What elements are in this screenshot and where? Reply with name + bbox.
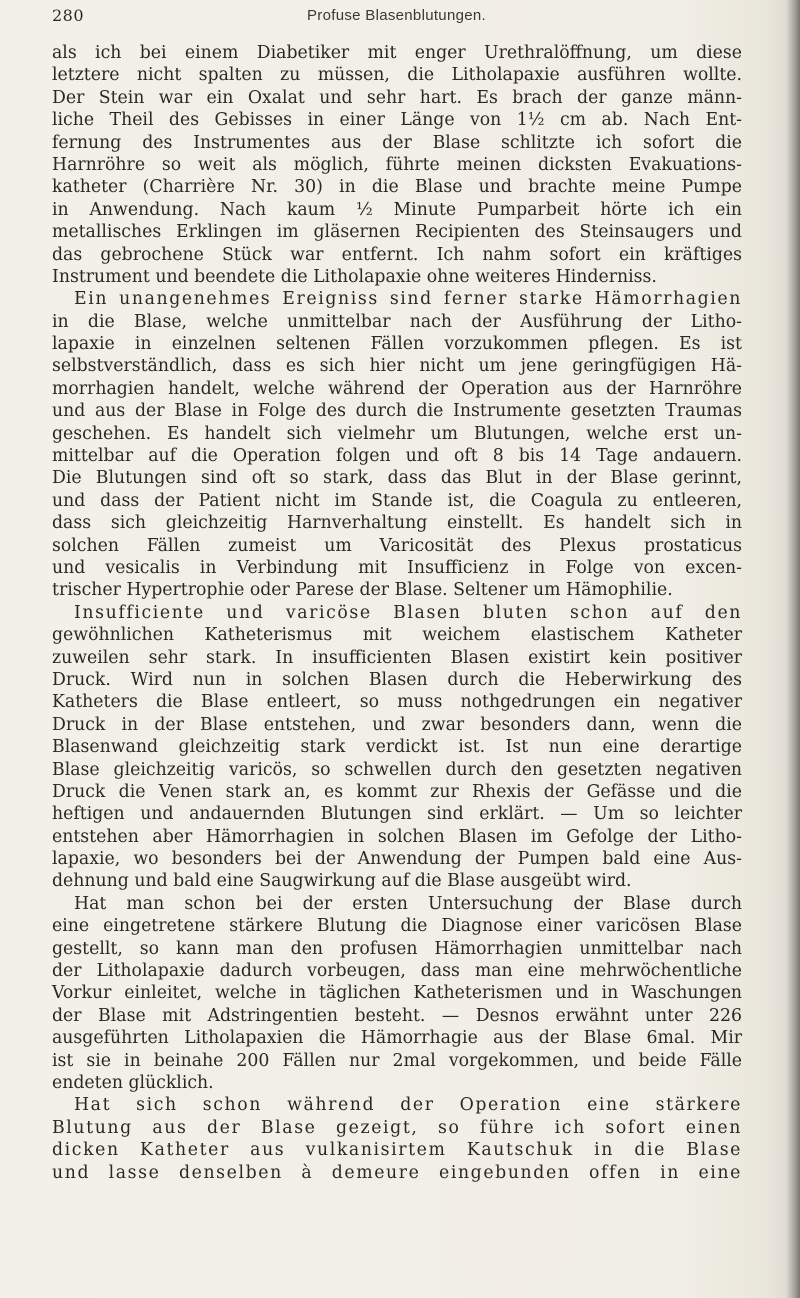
text-line: liche Theil des Gebisses in einer Länge von 1½ cm ab. Nach Ent- bbox=[52, 110, 742, 131]
text-line: entstehen aber Hämorrhagien in solchen Blasen im Gefolge der Litho- bbox=[52, 826, 742, 847]
text-line: lapaxie, wo besonders bei der Anwendung der Pumpen bald eine Aus- bbox=[52, 849, 742, 870]
text-line: das gebrochene Stück war entfernt. Ich nahm sofort ein kräftiges bbox=[52, 244, 742, 265]
text-line: trischer Hypertrophie oder Parese der Blase. Seltener um Hämophilie. bbox=[52, 580, 673, 601]
text-line: Instrument und beendete die Litholapaxie ohne weiteres Hinderniss. bbox=[52, 266, 657, 287]
text-line: morrhagien handelt, welche während der Operation aus der Harnröhre bbox=[52, 378, 742, 399]
text-line: Vorkur einleitet, welche in täglichen Katheterismen und in Waschungen bbox=[52, 983, 742, 1004]
body-text bbox=[52, 42, 742, 1184]
text-line: heftigen und andauernden Blutungen sind erklärt. — Um so leichter bbox=[52, 804, 742, 825]
text-line: Insufficiente und varicöse Blasen bluten schon auf den bbox=[74, 602, 742, 623]
text-line: selbstverständlich, dass es sich hier nicht um jene geringfügigen Hä- bbox=[52, 356, 742, 377]
text-line: Ein unangenehmes Ereigniss sind ferner starke Hämorrhagien bbox=[74, 289, 742, 310]
text-line: gewöhnlichen Katheterismus mit weichem elastischem Katheter bbox=[52, 625, 742, 646]
text-line: geschehen. Es handelt sich vielmehr um Blutungen, welche erst un- bbox=[52, 423, 742, 444]
text-line: Harnröhre so weit als möglich, führte meinen dicksten Evakuations- bbox=[52, 154, 742, 175]
text-line: Der Stein war ein Oxalat und sehr hart. Es brach der ganze männ- bbox=[52, 87, 742, 108]
text-line: der Blase mit Adstringentien besteht. — Desnos erwähnt unter 226 bbox=[52, 1005, 742, 1026]
text-line: gestellt, so kann man den profusen Hämorrhagien unmittelbar nach bbox=[52, 938, 742, 959]
text-line: Druck. Wird nun in solchen Blasen durch die Heberwirkung des bbox=[52, 669, 742, 690]
running-title: Profuse Blasenblutungen. bbox=[307, 7, 486, 24]
text-line: in die Blase, welche unmittelbar nach der Ausführung der Litho- bbox=[52, 311, 742, 332]
text-line: Hat sich schon während der Operation eine stärkere bbox=[74, 1095, 742, 1116]
text-line: und lasse denselben à demeure eingebunden offen in eine bbox=[52, 1162, 742, 1183]
text-line: Die Blutungen sind oft so stark, dass das Blut in der Blase gerinnt, bbox=[52, 468, 742, 489]
text-line: zuweilen sehr stark. In insufficienten Blasen existirt kein positiver bbox=[52, 647, 742, 668]
text-line: lapaxie in einzelnen seltenen Fällen vorzukommen pflegen. Es ist bbox=[52, 334, 742, 355]
text-line: ausgeführten Litholapaxien die Hämorrhagie aus der Blase 6mal. Mir bbox=[52, 1028, 742, 1049]
text-line: fernung des Instrumentes aus der Blase schlitzte ich sofort die bbox=[52, 132, 742, 153]
text-line: Hat man schon bei der ersten Untersuchung der Blase durch bbox=[74, 893, 742, 914]
text-line: und vesicalis in Verbindung mit Insufficienz in Folge von excen- bbox=[52, 557, 742, 578]
page-edge-shadow bbox=[786, 0, 800, 1298]
text-line: solchen Fällen zumeist um Varicosität des Plexus prostaticus bbox=[52, 535, 742, 556]
text-line: Katheters die Blase entleert, so muss nothgedrungen ein negativer bbox=[52, 692, 742, 713]
text-line: Blutung aus der Blase gezeigt, so führe ich sofort einen bbox=[52, 1117, 742, 1138]
text-line: in Anwendung. Nach kaum ½ Minute Pumparbeit hörte ich ein bbox=[52, 199, 742, 220]
text-line: und aus der Blase in Folge des durch die Instrumente gesetzten Traumas bbox=[52, 401, 742, 422]
text-line: metallisches Erklingen im gläsernen Recipienten des Steinsaugers und bbox=[52, 222, 742, 243]
text-line: mittelbar auf die Operation folgen und oft 8 bis 14 Tage andauern. bbox=[52, 446, 742, 467]
text-line: Druck die Venen stark an, es kommt zur Rhexis der Gefässe und die bbox=[52, 781, 742, 802]
text-line: letztere nicht spalten zu müssen, die Litholapaxie ausführen wollte. bbox=[52, 65, 742, 86]
page-header bbox=[52, 6, 742, 30]
text-line: Blase gleichzeitig varicös, so schwellen durch den gesetzten negativen bbox=[52, 759, 742, 780]
page-number: 280 bbox=[52, 6, 85, 25]
text-line: katheter (Charrière Nr. 30) in die Blase und brachte meine Pumpe bbox=[52, 177, 742, 198]
text-line: und dass der Patient nicht im Stande ist, die Coagula zu entleeren, bbox=[52, 490, 742, 511]
text-line: der Litholapaxie dadurch vorbeugen, dass man eine mehrwöchentliche bbox=[52, 961, 742, 982]
text-line: ist sie in beinahe 200 Fällen nur 2mal vorgekommen, und beide Fälle bbox=[52, 1050, 742, 1071]
text-line: als ich bei einem Diabetiker mit enger Urethralöffnung, um diese bbox=[52, 43, 742, 63]
text-line: dicken Katheter aus vulkanisirtem Kautschuk in die Blase bbox=[52, 1140, 742, 1161]
text-line: Blasenwand gleichzeitig stark verdickt ist. Ist nun eine derartige bbox=[52, 737, 742, 758]
text-line: dehnung und bald eine Saugwirkung auf die Blase ausgeübt wird. bbox=[52, 871, 632, 892]
text-line: eine eingetretene stärkere Blutung die Diagnose einer varicösen Blase bbox=[52, 916, 742, 937]
text-line: dass sich gleichzeitig Harnverhaltung einstellt. Es handelt sich in bbox=[52, 513, 742, 534]
text-line: Druck in der Blase entstehen, und zwar besonders dann, wenn die bbox=[52, 714, 742, 735]
text-line: endeten glücklich. bbox=[52, 1072, 214, 1093]
